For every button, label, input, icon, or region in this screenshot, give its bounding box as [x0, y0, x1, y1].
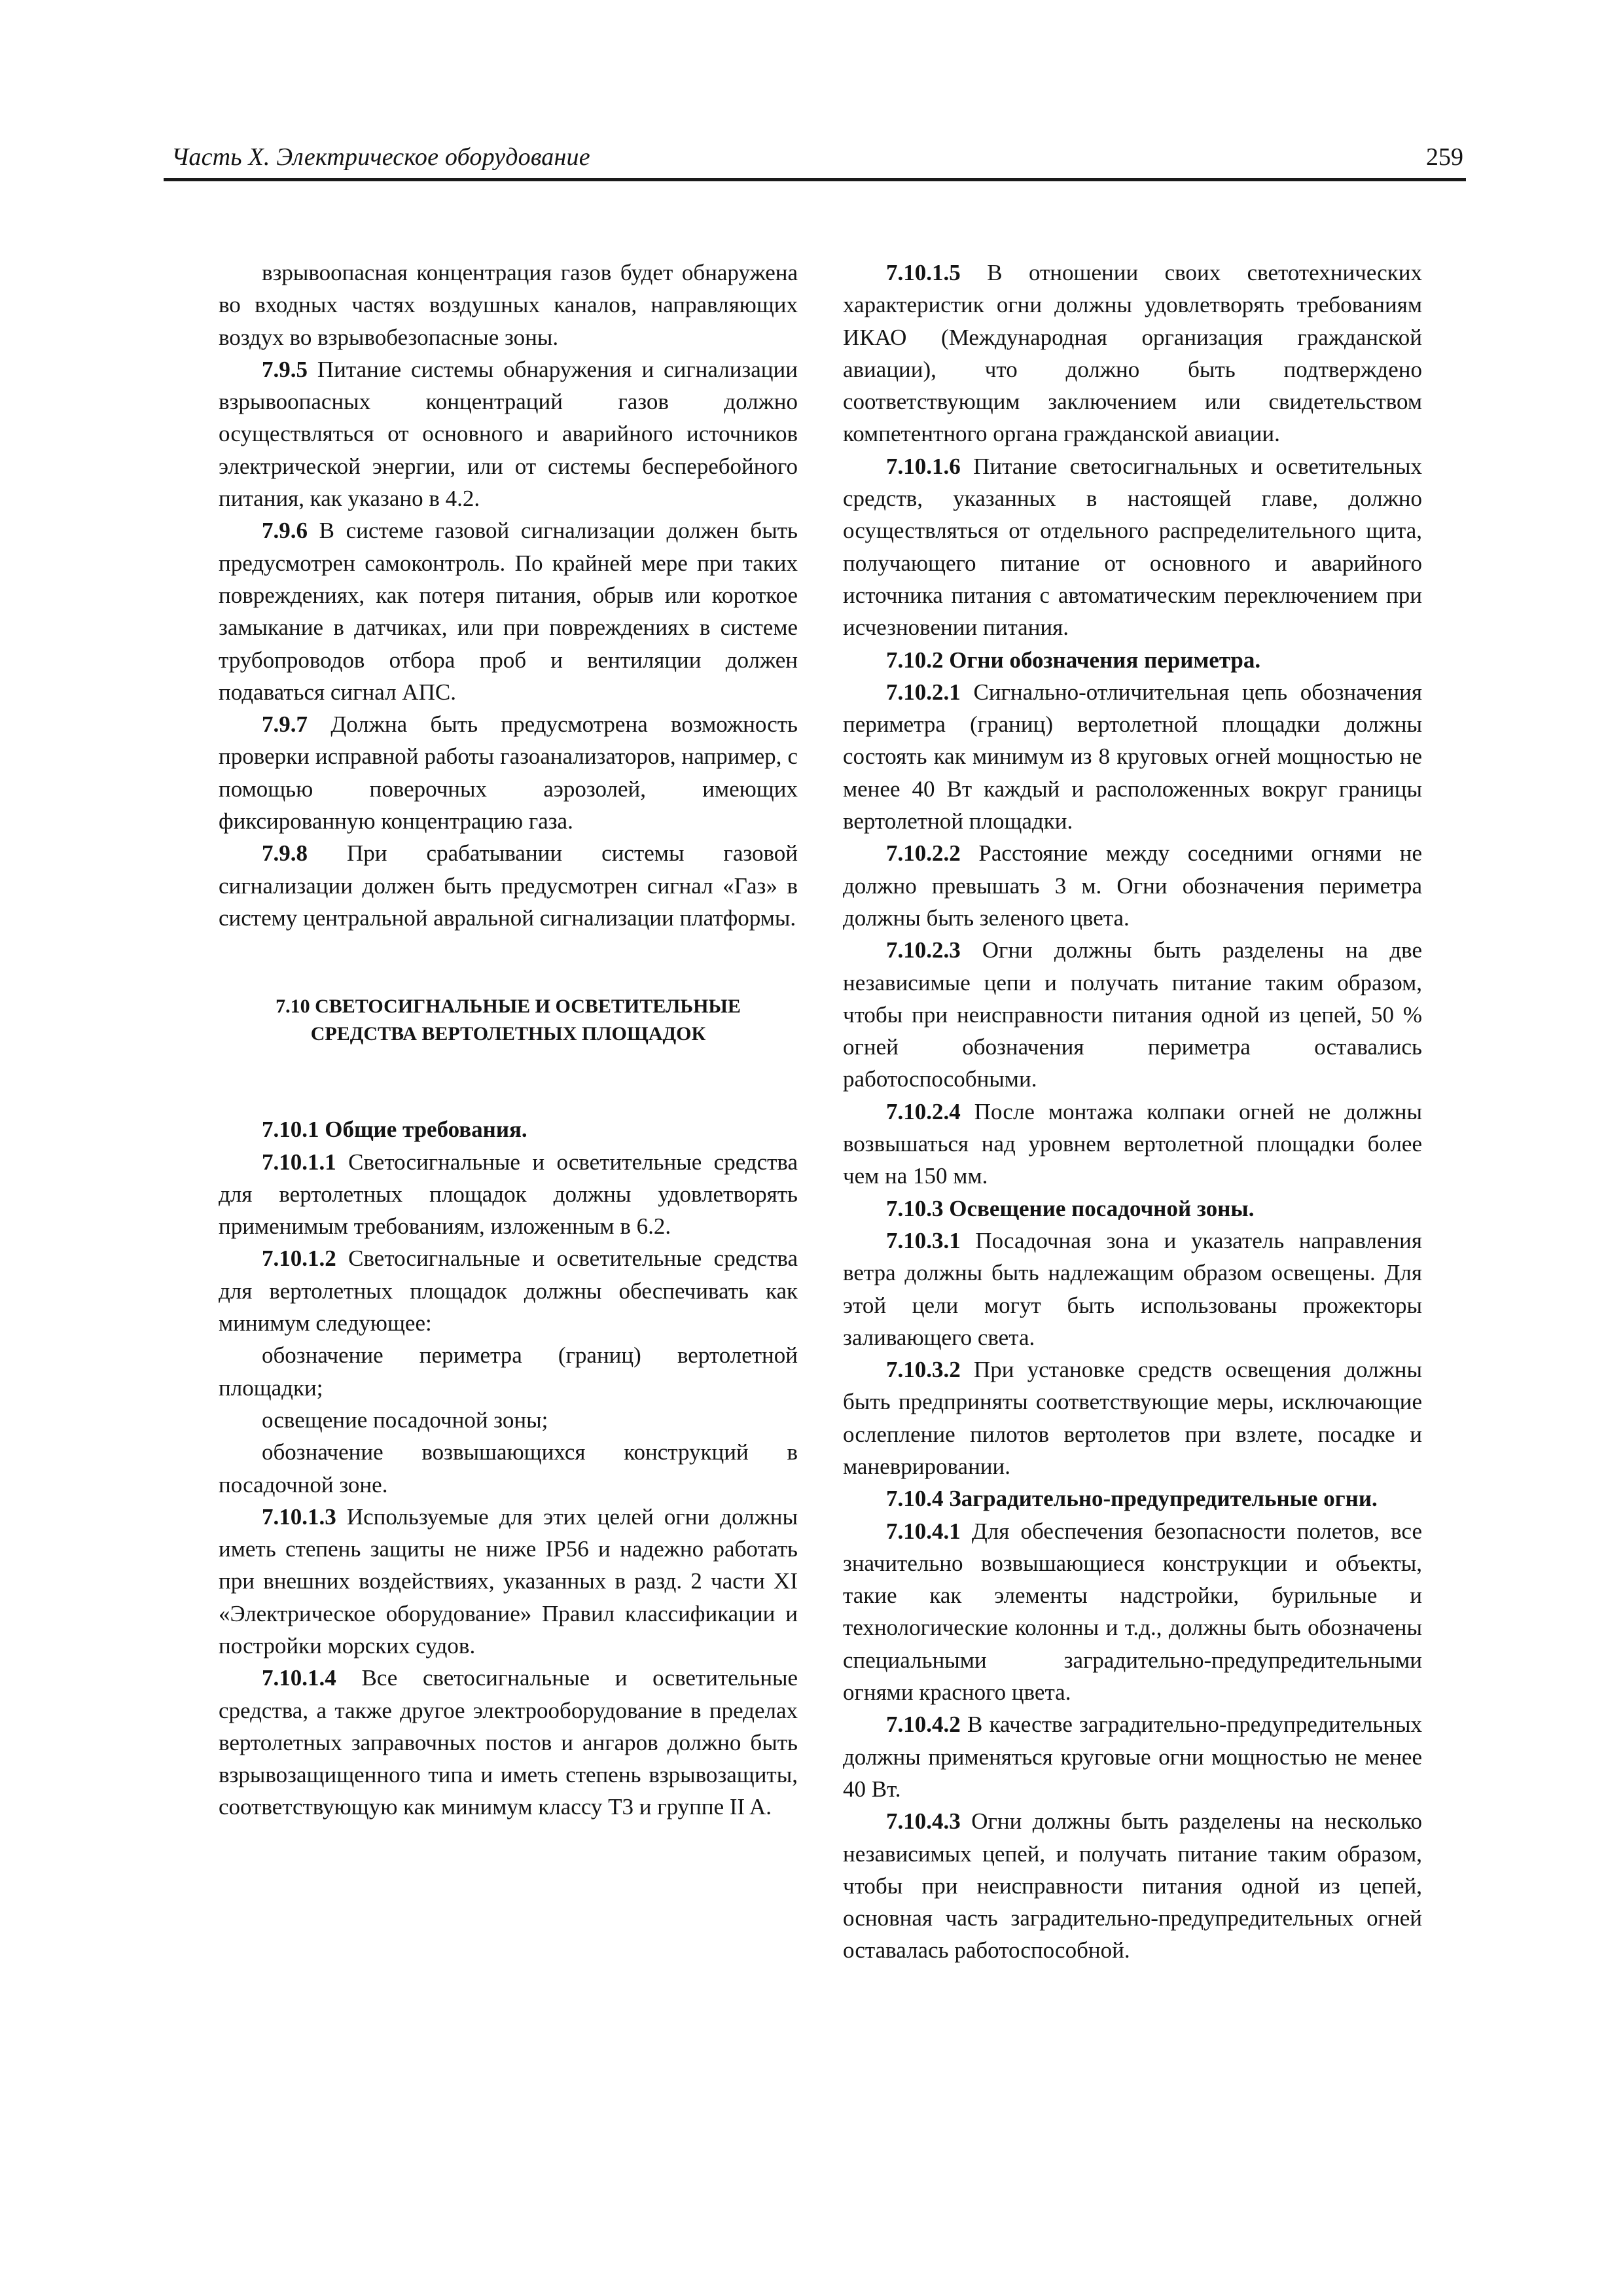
paragraph	[843, 1354, 1422, 1482]
paragraph-text: Питание светосигнальных и осветительных средств, указанных в настоящей главе, должно осуществляться от отдельного распределительного щита, получающего питание от основного и аварийного источника питания с автоматическим переключением при исчезновении питания.	[843, 453, 1422, 641]
clause-number: 7.10.2.2	[886, 840, 961, 867]
left-column	[219, 257, 798, 1823]
clause-number: 7.10.2	[886, 647, 944, 673]
paragraph	[843, 934, 1422, 1095]
section-heading-line: 7.10 СВЕТОСИГНАЛЬНЫЕ И ОСВЕТИТЕЛЬНЫЕ	[276, 996, 741, 1018]
clause-number: 7.10.4.2	[886, 1712, 961, 1738]
clause-number: 7.10.1.6	[886, 453, 961, 479]
paragraph-text: Должна быть предусмотрена возможность проверки исправной работы газоанализаторов, например, с помощью поверочных аэрозолей, имеющих фиксированную концентрацию газа.	[219, 711, 798, 834]
page-number: 259	[1426, 143, 1463, 171]
clause-number: 7.10.3.2	[886, 1357, 961, 1383]
paragraph	[843, 676, 1422, 837]
subsection-heading	[843, 1193, 1422, 1225]
paragraph-text: В системе газовой сигнализации должен быть предусмотрен самоконтроль. По крайней мере при таких повреждениях, как потеря питания, обрыв или короткое замыкание в датчиках, или при повреждениях в системе трубопроводов отбора проб и вентиляции должен подаваться сигнал АПС.	[219, 518, 798, 705]
subsection-title: Заградительно-предупредительные огни.	[949, 1486, 1378, 1512]
clause-number: 7.10.1.4	[262, 1665, 336, 1691]
clause-number: 7.10.1.2	[262, 1246, 336, 1272]
paragraph-text: Огни должны быть разделены на две независимые цепи и получать питание таким образом, чтобы при неисправности питания одной из цепей, 50 % огней обозначения периметра оставались работоспособными.	[843, 937, 1422, 1092]
subsection-title: Огни обозначения периметра.	[949, 647, 1261, 673]
clause-number: 7.9.6	[262, 518, 308, 544]
subsection-title: Освещение посадочной зоны.	[949, 1195, 1255, 1221]
paragraph	[219, 1501, 798, 1662]
paragraph	[843, 257, 1422, 450]
paragraph	[843, 1096, 1422, 1193]
list-item-text: обозначение периметра (границ) вертолетной площадки;	[219, 1342, 798, 1401]
paragraph	[219, 514, 798, 708]
list-item	[219, 1339, 798, 1404]
clause-number: 7.10.4	[886, 1486, 944, 1512]
paragraph-text: После монтажа колпаки огней не должны возвышаться над уровнем вертолетной площадки более чем на 150 мм.	[843, 1098, 1423, 1189]
paragraph	[219, 708, 798, 837]
paragraph-text: Питание системы обнаружения и сигнализации взрывоопасных концентраций газов должно осуществляться от основного и аварийного источников электрической энергии, или от системы бесперебойного питания, как указано в 4.2.	[219, 356, 798, 512]
clause-number: 7.10.4.1	[886, 1518, 961, 1544]
clause-number: 7.9.8	[262, 840, 308, 867]
subsection-heading	[843, 644, 1422, 676]
clause-number: 7.10.2.1	[886, 679, 961, 705]
list-item	[219, 1436, 798, 1501]
clause-number: 7.9.5	[262, 356, 308, 382]
paragraph-text: Для обеспечения безопасности полетов, все значительно возвышающиеся конструкции и объекты, такие как элементы надстройки, бурильные и технологические колонны и т.д., должны быть обозначены специальными заградительно-предупредительными огнями красного цвета.	[843, 1518, 1423, 1706]
paragraph	[843, 450, 1422, 644]
subsection-heading	[219, 1113, 798, 1145]
paragraph-text: В отношении своих светотехнических характеристик огни должны удовлетворять требованиям ИКАО (Международная организация гражданской авиации), что должно быть подтверждено соответствующим заключением или свидетельством компетентного органа гражданской авиации.	[843, 260, 1422, 447]
clause-number: 7.10.3.1	[886, 1227, 961, 1253]
paragraph	[219, 257, 798, 353]
paragraph	[843, 1225, 1422, 1354]
subsection-title: Общие требования.	[325, 1117, 527, 1143]
clause-number: 7.9.7	[262, 711, 308, 738]
paragraph-text: взрывоопасная концентрация газов будет обнаружена во входных частях воздушных каналов, направляющих воздух во взрывобезопасные зоны.	[219, 260, 798, 350]
clause-number: 7.10.3	[886, 1195, 944, 1221]
running-title: Часть X. Электрическое оборудование	[171, 143, 590, 171]
clause-number: 7.10.1.5	[886, 260, 961, 285]
list-item-text: обозначение возвышающихся конструкций в посадочной зоне.	[219, 1439, 798, 1498]
subsection-heading	[843, 1482, 1422, 1515]
paragraph-text: Огни должны быть разделены на несколько независимых цепей, и получать питание таким образом, чтобы при неисправности питания одной из цепей, основная часть заградительно-предупредительных огней оставалась работоспособной.	[843, 1808, 1423, 1964]
clause-number: 7.10.1.3	[262, 1503, 336, 1530]
paragraph-text: Светосигнальные и осветительные средства для вертолетных площадок должны обеспечивать как минимум следующее:	[219, 1246, 798, 1336]
paragraph-text: Посадочная зона и указатель направления ветра должны быть надлежащим образом освещены. Для этой цели могут быть использованы прожекторы заливающего света.	[843, 1227, 1422, 1350]
clause-number: 7.10.4.3	[886, 1808, 961, 1835]
paragraph-text: При срабатывании системы газовой сигнализации должен быть предусмотрен сигнал «Газ» в систему центральной авральной сигнализации платформы.	[219, 840, 798, 931]
paragraph-text: Используемые для этих целей огни должны иметь степень защиты не ниже IP56 и надежно работать при внешних воздействиях, указанных в разд. 2 части XI «Электрическое оборудование» Правил классификации и постройки морских судов.	[219, 1503, 798, 1659]
section-heading-line: СРЕДСТВА ВЕРТОЛЕТНЫХ ПЛОЩАДОК	[310, 1023, 706, 1045]
paragraph	[843, 837, 1422, 934]
paragraph	[843, 1708, 1422, 1805]
paragraph-text: Расстояние между соседними огнями не должно превышать 3 м. Огни обозначения периметра должны быть зеленого цвета.	[843, 840, 1423, 931]
section-heading	[219, 993, 798, 1048]
clause-number: 7.10.1	[262, 1117, 319, 1143]
list-item	[219, 1404, 798, 1436]
paragraph	[843, 1515, 1422, 1709]
paragraph-text: Все светосигнальные и осветительные средства, а также другое электрооборудование в пределах вертолетных заправочных постов и ангаров должно быть взрывозащищенного типа и иметь степень взрывозащиты, соответствующую как минимум классу T3 и группе II A.	[219, 1665, 798, 1820]
running-header	[164, 141, 1466, 181]
right-column	[843, 257, 1422, 1967]
list-item-text: освещение посадочной зоны;	[262, 1407, 548, 1433]
paragraph	[219, 837, 798, 934]
paragraph	[219, 1146, 798, 1243]
paragraph	[219, 1662, 798, 1823]
paragraph-text: При установке средств освещения должны быть предприняты соответствующие меры, исключающие ослепление пилотов вертолетов при взлете, посадке и маневрировании.	[843, 1357, 1423, 1479]
clause-number: 7.10.2.4	[886, 1098, 961, 1124]
paragraph-text: Светосигнальные и осветительные средства для вертолетных площадок должны удовлетворять применимым требованиям, изложенным в 6.2.	[219, 1149, 798, 1240]
paragraph	[843, 1805, 1422, 1966]
clause-number: 7.10.2.3	[886, 937, 961, 963]
clause-number: 7.10.1.1	[262, 1149, 336, 1175]
paragraph	[219, 353, 798, 514]
paragraph	[219, 1242, 798, 1339]
paragraph-text: В качестве заградительно-предупредительных должны применяться круговые огни мощностью не менее 40 Вт.	[843, 1712, 1422, 1802]
paragraph-text: Сигнально-отличительная цепь обозначения периметра (границ) вертолетной площадки должны состоять как минимум из 8 круговых огней мощностью не менее 40 Вт каждый и расположенных вокруг границы вертолетной площадки.	[843, 679, 1422, 834]
